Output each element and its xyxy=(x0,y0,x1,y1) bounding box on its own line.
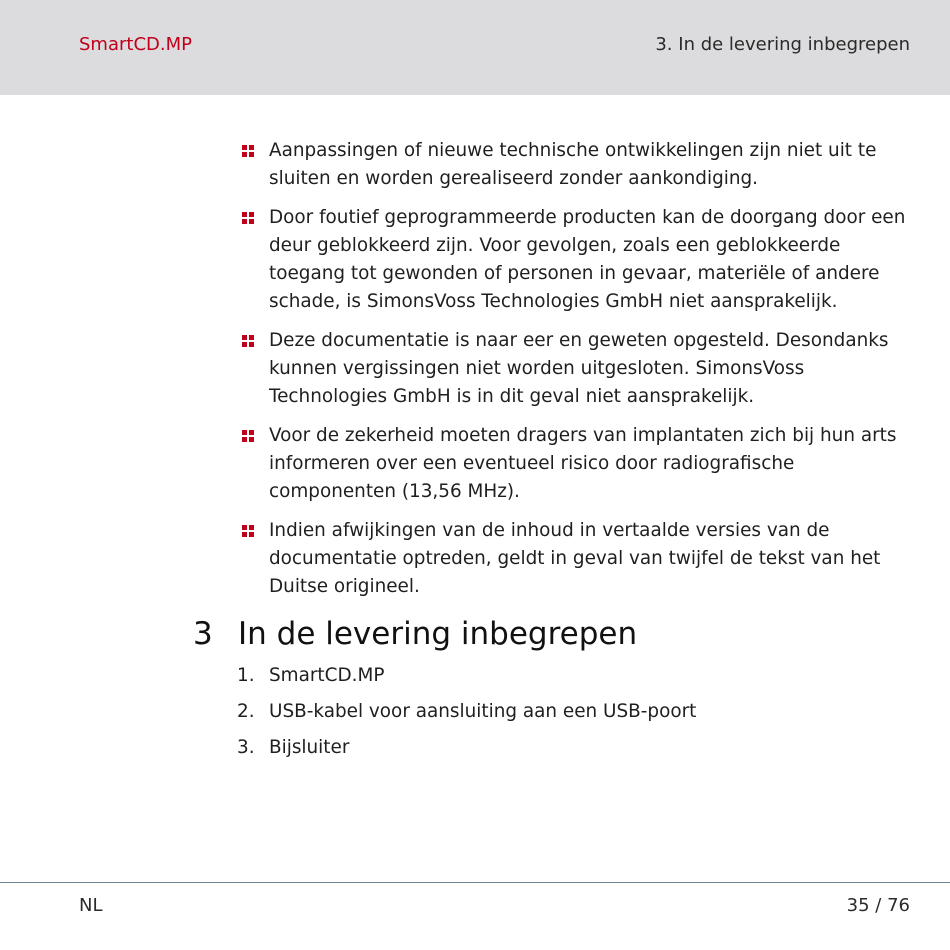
square-bullet-icon xyxy=(242,335,255,348)
section-number: 3 xyxy=(193,616,213,652)
footer-divider xyxy=(0,882,950,883)
item-text: USB-kabel voor aansluiting aan een USB-poort xyxy=(269,701,697,722)
header-chapter-title: 3. In de levering inbegrepen xyxy=(655,34,910,55)
note-item xyxy=(241,327,911,412)
note-text: Voor de zekerheid moeten dragers van implantaten zich bij hun arts informeren over een eventueel risico door radiografische componenten (13,56 MHz). xyxy=(269,424,897,503)
list-item xyxy=(237,698,696,726)
note-item xyxy=(241,517,911,602)
square-bullet-icon xyxy=(242,525,255,538)
item-number: 2. xyxy=(237,701,255,722)
footer-language: NL xyxy=(79,895,103,916)
page-header xyxy=(0,0,950,95)
note-text: Deze documentatie is naar eer en geweten opgesteld. Desondanks kunnen vergissingen niet worden uitgesloten. SimonsVoss Technologies GmbH is in dit geval niet aansprakelijk. xyxy=(269,329,889,408)
item-number: 3. xyxy=(237,737,255,758)
item-text: SmartCD.MP xyxy=(269,665,385,686)
section-heading xyxy=(193,614,637,654)
note-text: Aanpassingen of nieuwe technische ontwikkelingen zijn niet uit te sluiten en worden gerealiseerd zonder aankondiging. xyxy=(269,140,877,190)
note-text: Door foutief geprogrammeerde producten kan de doorgang door een deur geblokkeerd zijn. Voor gevolgen, zoals een geblokkeerde toegang tot gewonden of personen in gevaar, materiële of andere schade, is SimonsVoss Technologies GmbH niet aansprakelijk. xyxy=(269,206,906,313)
item-text: Bijsluiter xyxy=(269,737,350,758)
note-text: Indien afwijkingen van de inhoud in vertaalde versies van de documentatie optreden, geldt in geval van twijfel de tekst van het Duitse origineel. xyxy=(269,519,881,598)
note-item xyxy=(241,137,911,194)
square-bullet-icon xyxy=(242,145,255,158)
square-bullet-icon xyxy=(242,430,255,443)
list-item xyxy=(237,662,696,690)
list-item xyxy=(237,734,696,762)
delivery-items-list xyxy=(237,662,696,770)
notes-list xyxy=(241,137,911,611)
note-item xyxy=(241,422,911,507)
item-number: 1. xyxy=(237,665,255,686)
footer-page-number: 35 / 76 xyxy=(846,895,910,916)
note-item xyxy=(241,204,911,317)
header-product-name: SmartCD.MP xyxy=(79,34,192,55)
section-title: In de levering inbegrepen xyxy=(238,616,638,652)
square-bullet-icon xyxy=(242,212,255,225)
